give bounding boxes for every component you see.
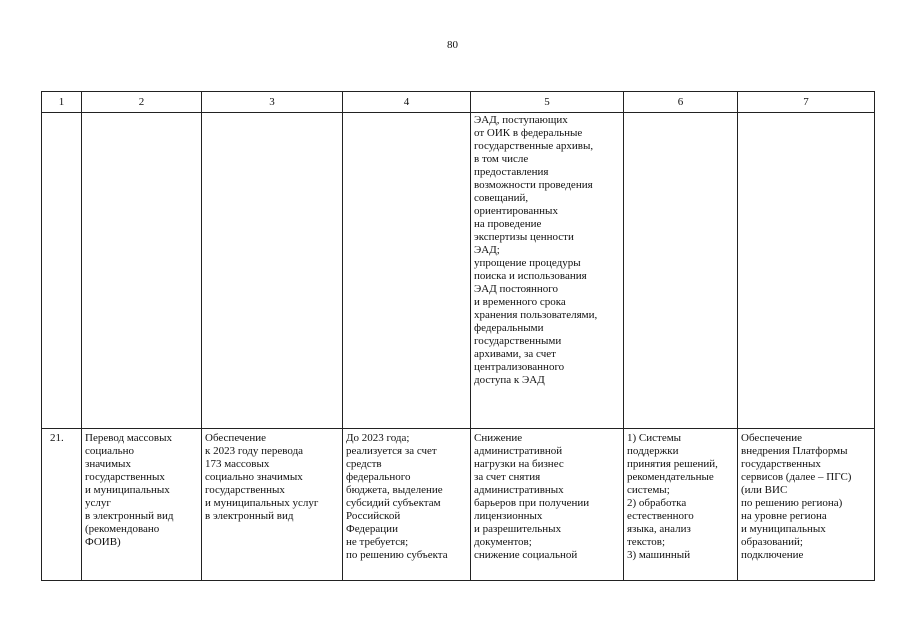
column-number-cell: 7: [738, 92, 875, 113]
technologies-cell: 1) Системы поддержки принятия решений, рекомендательные системы; 2) обработка естественного языка, анализ текстов; 3) машинный: [624, 429, 738, 581]
column-number-cell: 6: [624, 92, 738, 113]
timeline-cell: До 2023 года; реализуется за счет средств федерального бюджета, выделение субсидий субъектам Российской Федерации не требуется; по решению субъекта: [343, 429, 471, 581]
implementation-cell: [738, 113, 875, 429]
implementation-cell: Обеспечение внедрения Платформы государственных сервисов (далее – ПГС) (или ВИС по решению региона) на уровне региона и муниципальных образований; подключение: [738, 429, 875, 581]
timeline-cell: [343, 113, 471, 429]
column-number-cell: 4: [343, 92, 471, 113]
column-number-cell: 3: [202, 92, 343, 113]
measure-name-cell: Перевод массовых социально значимых государственных и муниципальных услуг в электронный вид (рекомендовано ФОИВ): [82, 429, 202, 581]
page-number: 80: [447, 39, 458, 51]
row-number-cell: [42, 113, 82, 429]
measures-table: [41, 91, 875, 581]
column-number-cell: 2: [82, 92, 202, 113]
table-row: [42, 113, 875, 429]
measure-name-cell: [82, 113, 202, 429]
technologies-cell: [624, 113, 738, 429]
column-number-cell: 5: [471, 92, 624, 113]
row-number-cell: 21.: [42, 429, 82, 581]
goal-cell: [202, 113, 343, 429]
goal-cell: Обеспечение к 2023 году перевода 173 массовых социально значимых государственных и муниципальных услуг в электронный вид: [202, 429, 343, 581]
effect-cell: ЭАД, поступающих от ОИК в федеральные государственные архивы, в том числе предоставления возможности проведения совещаний, ориентированных на проведение экспертизы ценности ЭАД; упрощение процедуры поиска и использования ЭАД постоянного и временного срока хранения пользователями, федеральными государственными архивами, за счет централизованного доступа к ЭАД: [471, 113, 624, 429]
effect-cell: Снижение административной нагрузки на бизнес за счет снятия административных барьеров при получении лицензионных и разрешительных документов; снижение социальной: [471, 429, 624, 581]
table-header-row: [42, 92, 875, 113]
column-number-cell: 1: [42, 92, 82, 113]
table-row: [42, 429, 875, 581]
